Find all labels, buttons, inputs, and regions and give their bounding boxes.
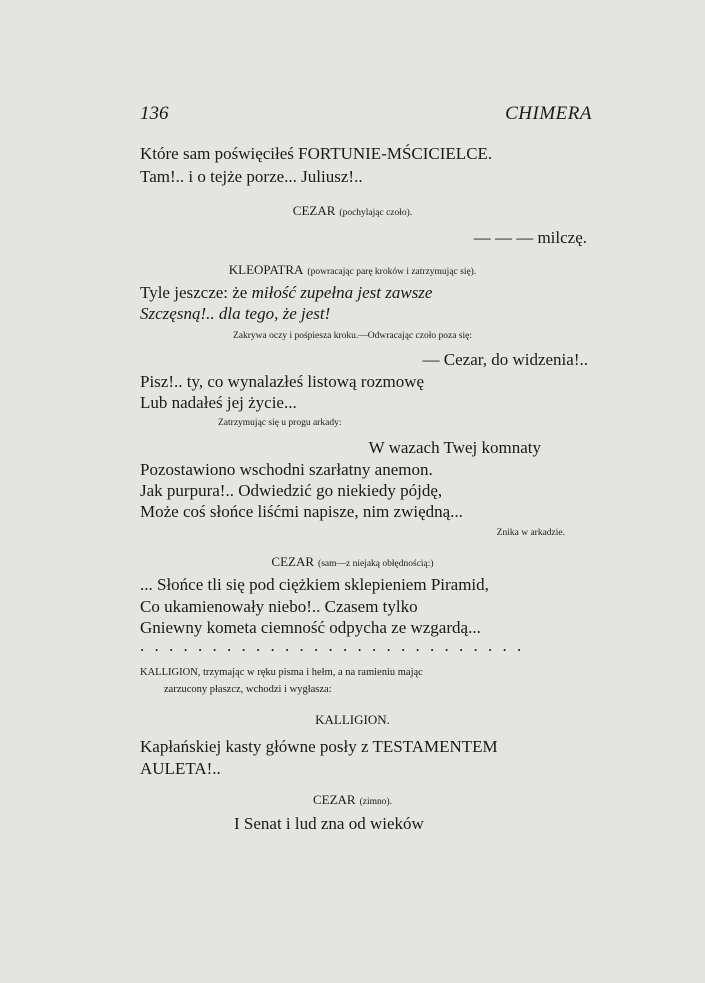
stage-direction: (zimno). xyxy=(359,797,393,807)
page-number: 136 xyxy=(140,103,169,124)
speaker-name: KALLIGION. xyxy=(315,712,390,727)
speaker-name: CEZAR xyxy=(292,203,336,218)
verse-line: Kapłańskiej kasty główne posły z TESTAMENTEM xyxy=(140,737,498,756)
stage-direction: zarzucony płaszcz, wchodzi i wygłasza: xyxy=(164,684,332,695)
speaker-heading xyxy=(0,791,705,809)
verse-line: Szczęsną!.. dla tego, że jest! xyxy=(140,304,331,323)
running-title: CHIMERA xyxy=(505,103,592,124)
verse-segment-italic: miłość zupełna jest zawsze xyxy=(251,283,433,302)
speaker-name: CEZAR xyxy=(271,554,315,569)
stage-direction: KALLIGION, trzymając w ręku pisma i hełm, a na ramieniu mając xyxy=(140,667,423,678)
verse-line: Gniewny kometa ciemność odpycha ze wzgardą... xyxy=(140,618,481,637)
stage-direction: (sam—z niejaką obłędnością:) xyxy=(318,559,434,569)
verse-line xyxy=(140,283,432,303)
speaker-name: KLEOPATRA xyxy=(228,262,304,277)
verse-line: Tam!.. i o tejże porze... Juliusz!.. xyxy=(140,167,363,186)
verse-line: — — — milczę. xyxy=(473,228,587,247)
stage-direction: Zatrzymując się u progu arkady: xyxy=(218,418,342,428)
verse-line: I Senat i lud zna od wieków xyxy=(234,814,424,833)
speaker-heading xyxy=(0,553,705,571)
verse-line: Może coś słońce liśćmi napisze, nim zwiędną... xyxy=(140,502,463,521)
speaker-heading xyxy=(0,202,705,220)
verse-line: Pozostawiono wschodni szarłatny anemon. xyxy=(140,460,433,479)
verse-line: Które sam poświęciłeś FORTUNIE-MŚCICIELCE. xyxy=(140,144,493,163)
verse-line: — Cezar, do widzenia!.. xyxy=(422,350,588,369)
speaker-heading xyxy=(0,261,705,279)
stage-direction: (pochylając czoło). xyxy=(339,208,413,218)
dotted-separator: . . . . . . . . . . . . . . . . . . . . . . . . . . . xyxy=(140,636,525,655)
verse-line: ... Słońce tli się pod ciężkiem sklepieniem Piramid, xyxy=(140,575,489,594)
speaker-name: CEZAR xyxy=(312,792,356,807)
verse-line: AULETA!.. xyxy=(140,759,221,778)
verse-segment: Tyle jeszcze: że xyxy=(140,283,252,302)
verse-line: W wazach Twej komnaty xyxy=(368,438,541,457)
verse-line: Pisz!.. ty, co wynalazłeś listową rozmowę xyxy=(140,372,425,391)
stage-direction: Znika w arkadzie. xyxy=(496,528,565,538)
stage-direction: (powracając parę kroków i zatrzymując się). xyxy=(307,267,477,277)
verse-line: Lub nadałeś jej życie... xyxy=(140,393,297,412)
verse-line: Co ukamienowały niebo!.. Czasem tylko xyxy=(140,597,418,616)
stage-direction: Zakrywa oczy i pośpiesza kroku.—Odwracając czoło poza się: xyxy=(233,331,472,341)
verse-line: Jak purpura!.. Odwiedzić go niekiedy pójdę, xyxy=(140,481,443,500)
